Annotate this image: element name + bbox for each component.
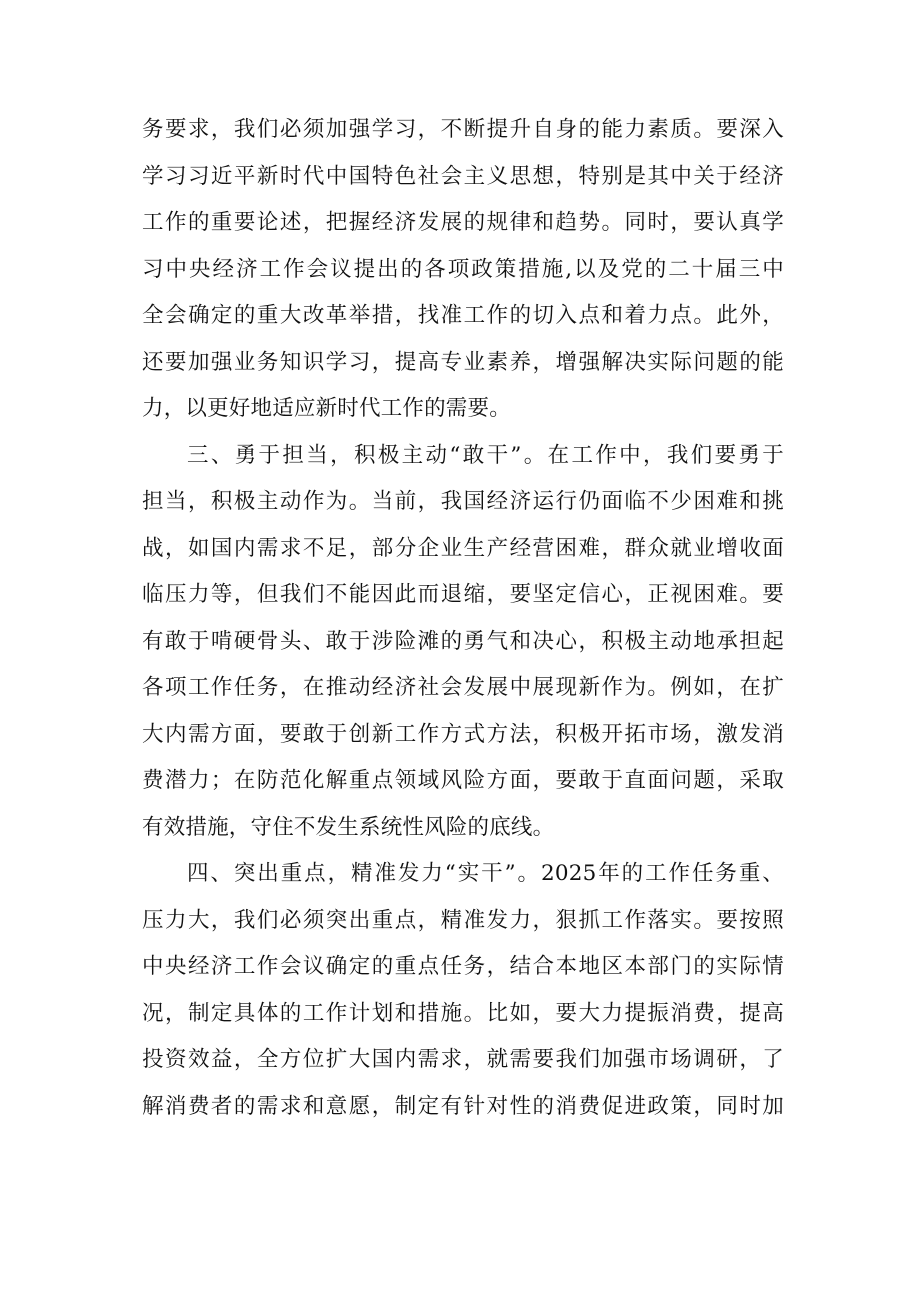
text-line: 各项工作任务，在推动经济社会发展中展现新作为。例如，在扩 (142, 675, 784, 700)
text-line: 力，以更好地适应新时代工作的需要。 (142, 396, 511, 421)
text-line: 学习习近平新时代中国特色社会主义思想，特别是其中关于经济 (142, 163, 784, 189)
text-line: 压力大，我们必须突出重点，精准发力，狠抓工作落实。要按照 (142, 907, 784, 933)
text-line: 有效措施，守住不发生系统性风险的底线。 (142, 814, 555, 840)
text-line: 大内需方面，要敢于创新工作方式方法，积极开拓市场，激发消 (142, 721, 784, 747)
paragraph-first-line: 四、突出重点，精准发力“实干”。2025年的工作任务重、 (187, 861, 784, 886)
paragraph-first-line: 三、勇于担当，积极主动“敢干”。在工作中，我们要勇于 (187, 442, 784, 468)
document-body (142, 107, 784, 1130)
text-line: 有敢于啃硬骨头、敢于涉险滩的勇气和决心，积极主动地承担起 (142, 628, 784, 654)
text-line: 习中央经济工作会议提出的各项政策措施,以及党的二十届三中 (142, 256, 784, 282)
text-line: 工作的重要论述，把握经济发展的规律和趋势。同时，要认真学 (142, 210, 784, 235)
text-line: 临压力等，但我们不能因此而退缩，要坚定信心，正视困难。要 (142, 582, 784, 607)
text-line: 投资效益，全方位扩大国内需求，就需要我们加强市场调研，了 (142, 1047, 784, 1072)
text-line: 费潜力；在防范化解重点领域风险方面，要敢于直面问题，采取 (142, 768, 784, 793)
text-line: 解消费者的需求和意愿，制定有针对性的消费促进政策，同时加 (142, 1093, 784, 1119)
text-line: 还要加强业务知识学习，提高专业素养，增强解决实际问题的能 (142, 349, 784, 375)
text-line: 况，制定具体的工作计划和措施。比如，要大力提振消费，提高 (142, 1000, 784, 1026)
text-line: 务要求，我们必须加强学习，不断提升自身的能力素质。要深入 (142, 117, 784, 142)
text-line: 全会确定的重大改革举措，找准工作的切入点和着力点。此外， (142, 303, 784, 328)
text-line: 中央经济工作会议确定的重点任务，结合本地区本部门的实际情 (142, 954, 784, 979)
text-line: 战，如国内需求不足，部分企业生产经营困难，群众就业增收面 (142, 535, 784, 561)
text-line: 担当，积极主动作为。当前，我国经济运行仍面临不少困难和挑 (142, 489, 784, 514)
